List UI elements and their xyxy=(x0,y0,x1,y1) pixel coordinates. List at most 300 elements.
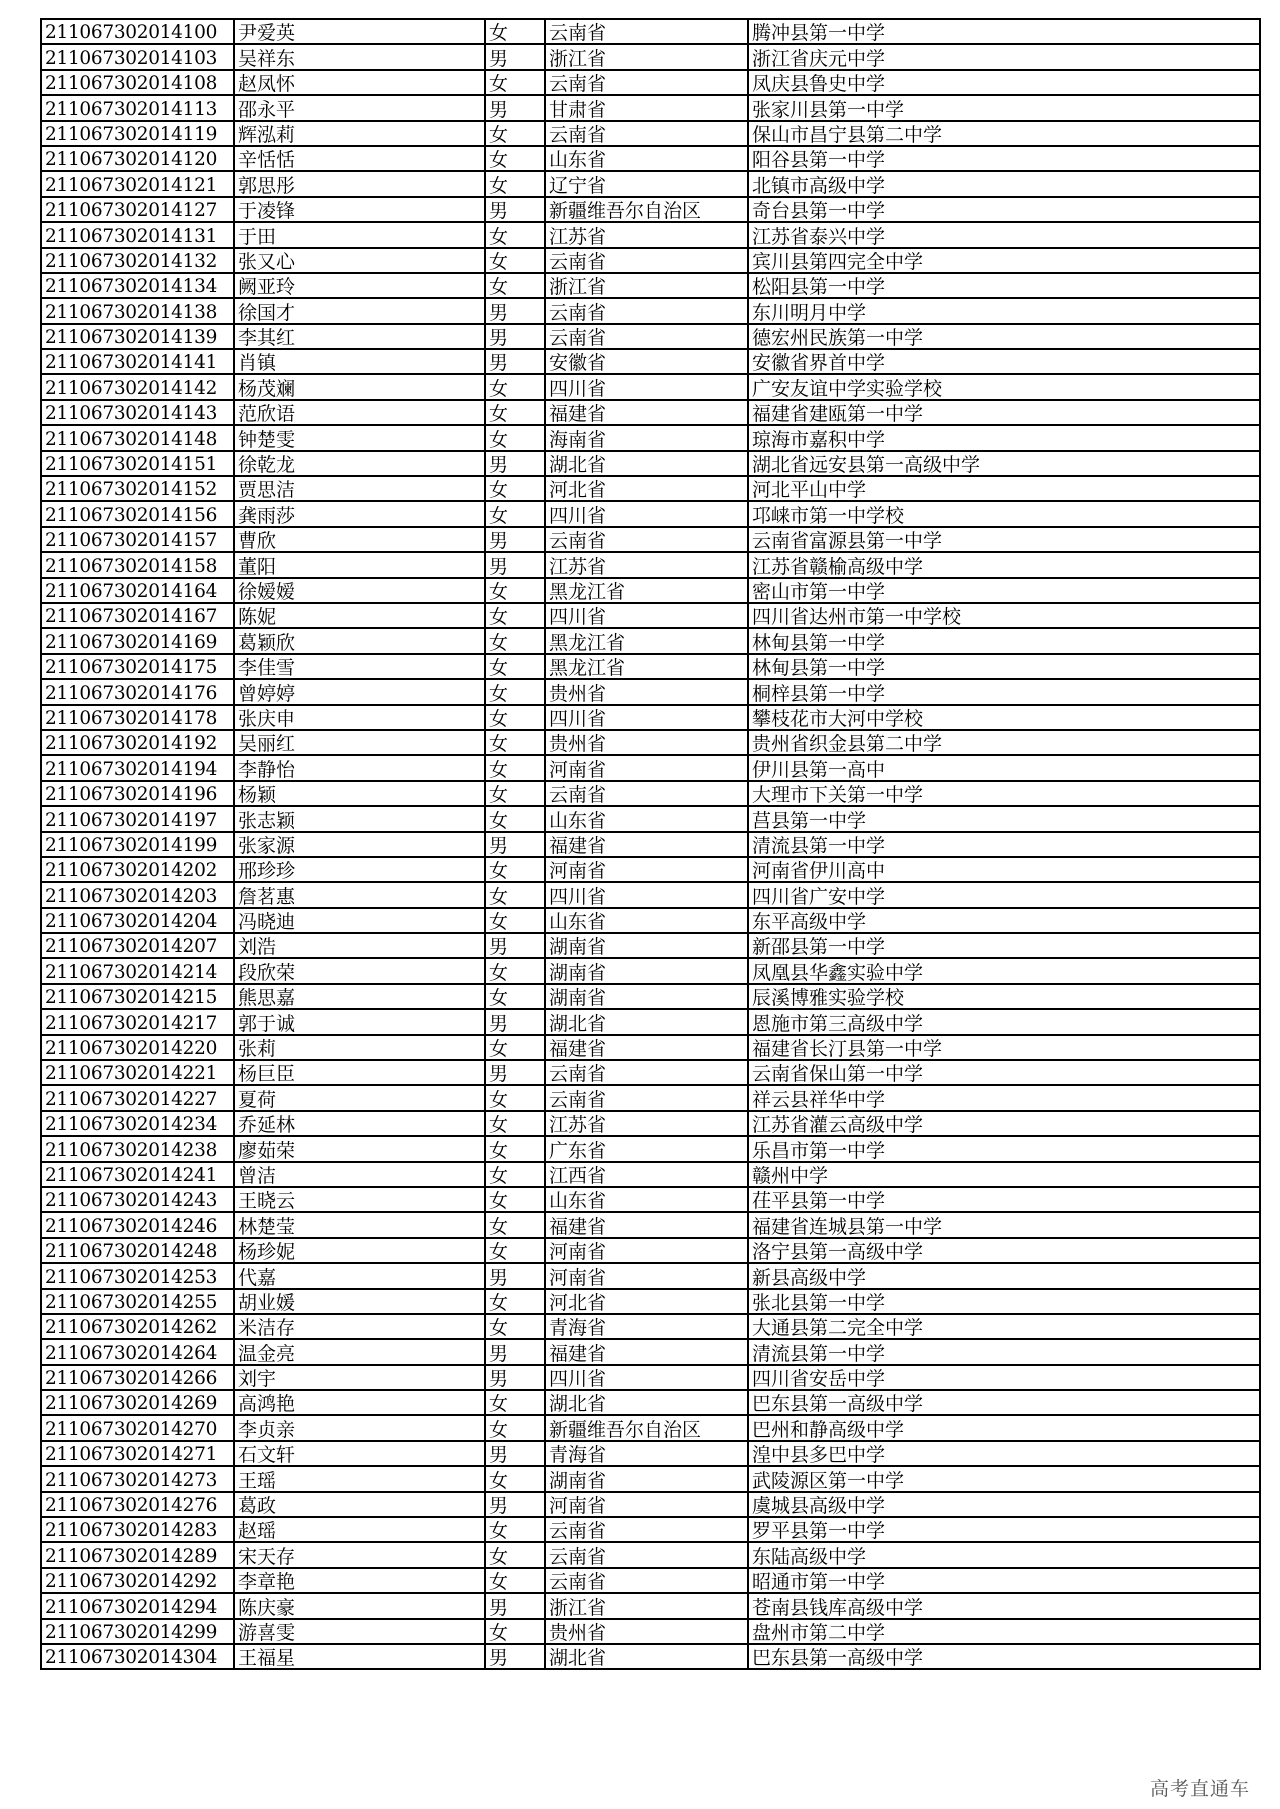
province-cell: 云南省 xyxy=(545,781,748,806)
watermark-text: 高考直通车 xyxy=(1149,1778,1250,1800)
school-cell: 虞城县高级中学 xyxy=(748,1492,1260,1517)
exam-number-cell: 211067302014192 xyxy=(41,730,234,755)
gender-cell: 女 xyxy=(485,628,545,653)
name-cell: 郭思彤 xyxy=(234,171,485,196)
gender-cell: 男 xyxy=(485,1644,545,1669)
gender-cell: 男 xyxy=(485,1365,545,1390)
exam-number-cell: 211067302014164 xyxy=(41,578,234,603)
province-cell: 山东省 xyxy=(545,908,748,933)
school-cell: 云南省富源县第一中学 xyxy=(748,527,1260,552)
name-cell: 刘浩 xyxy=(234,933,485,958)
name-cell: 张志颖 xyxy=(234,806,485,831)
province-cell: 河南省 xyxy=(545,857,748,882)
province-cell: 云南省 xyxy=(545,121,748,146)
table-row xyxy=(41,324,1260,349)
province-cell: 湖北省 xyxy=(545,1644,748,1669)
exam-number-cell: 211067302014178 xyxy=(41,705,234,730)
province-cell: 黑龙江省 xyxy=(545,578,748,603)
school-cell: 四川省达州市第一中学校 xyxy=(748,603,1260,628)
province-cell: 新疆维吾尔自治区 xyxy=(545,1415,748,1440)
school-cell: 林甸县第一中学 xyxy=(748,654,1260,679)
province-cell: 四川省 xyxy=(545,882,748,907)
table-row xyxy=(41,19,1260,44)
exam-number-cell: 211067302014196 xyxy=(41,781,234,806)
province-cell: 湖北省 xyxy=(545,1009,748,1034)
table-row xyxy=(41,1339,1260,1364)
exam-number-cell: 211067302014304 xyxy=(41,1644,234,1669)
exam-number-cell: 211067302014253 xyxy=(41,1263,234,1288)
exam-number-cell: 211067302014255 xyxy=(41,1289,234,1314)
name-cell: 温金亮 xyxy=(234,1339,485,1364)
province-cell: 云南省 xyxy=(545,1517,748,1542)
exam-number-cell: 211067302014203 xyxy=(41,882,234,907)
province-cell: 江苏省 xyxy=(545,222,748,247)
table-row xyxy=(41,400,1260,425)
school-cell: 东平高级中学 xyxy=(748,908,1260,933)
name-cell: 李静怡 xyxy=(234,755,485,780)
gender-cell: 女 xyxy=(485,146,545,171)
name-cell: 李其红 xyxy=(234,324,485,349)
gender-cell: 女 xyxy=(485,1390,545,1415)
table-row xyxy=(41,578,1260,603)
gender-cell: 男 xyxy=(485,1593,545,1618)
table-row xyxy=(41,755,1260,780)
name-cell: 葛颖欣 xyxy=(234,628,485,653)
gender-cell: 女 xyxy=(485,70,545,95)
exam-number-cell: 211067302014119 xyxy=(41,121,234,146)
gender-cell: 女 xyxy=(485,1619,545,1644)
table-row xyxy=(41,628,1260,653)
province-cell: 浙江省 xyxy=(545,1593,748,1618)
school-cell: 腾冲县第一中学 xyxy=(748,19,1260,44)
table-row xyxy=(41,527,1260,552)
name-cell: 廖茹荣 xyxy=(234,1136,485,1161)
name-cell: 冯晓迪 xyxy=(234,908,485,933)
province-cell: 湖南省 xyxy=(545,958,748,983)
exam-number-cell: 211067302014248 xyxy=(41,1238,234,1263)
school-cell: 河北平山中学 xyxy=(748,476,1260,501)
school-cell: 邛崃市第一中学校 xyxy=(748,501,1260,526)
table-row xyxy=(41,95,1260,120)
gender-cell: 男 xyxy=(485,1009,545,1034)
table-row xyxy=(41,1111,1260,1136)
exam-number-cell: 211067302014143 xyxy=(41,400,234,425)
exam-number-cell: 211067302014175 xyxy=(41,654,234,679)
table-row xyxy=(41,1542,1260,1567)
gender-cell: 男 xyxy=(485,349,545,374)
name-cell: 贾思洁 xyxy=(234,476,485,501)
school-cell: 武陵源区第一中学 xyxy=(748,1466,1260,1491)
exam-number-cell: 211067302014169 xyxy=(41,628,234,653)
province-cell: 青海省 xyxy=(545,1441,748,1466)
gender-cell: 女 xyxy=(485,1517,545,1542)
school-cell: 宾川县第四完全中学 xyxy=(748,248,1260,273)
gender-cell: 男 xyxy=(485,1339,545,1364)
gender-cell: 女 xyxy=(485,425,545,450)
exam-number-cell: 211067302014269 xyxy=(41,1390,234,1415)
exam-number-cell: 211067302014215 xyxy=(41,984,234,1009)
table-row xyxy=(41,1162,1260,1187)
table-row xyxy=(41,298,1260,323)
table-row xyxy=(41,1492,1260,1517)
province-cell: 甘肃省 xyxy=(545,95,748,120)
exam-number-cell: 211067302014194 xyxy=(41,755,234,780)
name-cell: 王福星 xyxy=(234,1644,485,1669)
table-row xyxy=(41,1415,1260,1440)
province-cell: 云南省 xyxy=(545,1568,748,1593)
exam-number-cell: 211067302014132 xyxy=(41,248,234,273)
exam-number-cell: 211067302014294 xyxy=(41,1593,234,1618)
table-row xyxy=(41,654,1260,679)
table-row xyxy=(41,171,1260,196)
school-cell: 东川明月中学 xyxy=(748,298,1260,323)
school-cell: 北镇市高级中学 xyxy=(748,171,1260,196)
name-cell: 高鸿艳 xyxy=(234,1390,485,1415)
school-cell: 四川省安岳中学 xyxy=(748,1365,1260,1390)
table-row xyxy=(41,933,1260,958)
name-cell: 曾洁 xyxy=(234,1162,485,1187)
exam-number-cell: 211067302014148 xyxy=(41,425,234,450)
school-cell: 张北县第一中学 xyxy=(748,1289,1260,1314)
gender-cell: 男 xyxy=(485,552,545,577)
school-cell: 广安友谊中学实验学校 xyxy=(748,374,1260,399)
name-cell: 赵凤怀 xyxy=(234,70,485,95)
name-cell: 林楚莹 xyxy=(234,1212,485,1237)
exam-number-cell: 211067302014113 xyxy=(41,95,234,120)
exam-number-cell: 211067302014289 xyxy=(41,1542,234,1567)
exam-number-cell: 211067302014207 xyxy=(41,933,234,958)
gender-cell: 女 xyxy=(485,1238,545,1263)
name-cell: 李贞亲 xyxy=(234,1415,485,1440)
table-row xyxy=(41,984,1260,1009)
school-cell: 恩施市第三高级中学 xyxy=(748,1009,1260,1034)
table-row xyxy=(41,70,1260,95)
gender-cell: 女 xyxy=(485,374,545,399)
gender-cell: 女 xyxy=(485,1568,545,1593)
exam-number-cell: 211067302014276 xyxy=(41,1492,234,1517)
exam-number-cell: 211067302014152 xyxy=(41,476,234,501)
gender-cell: 女 xyxy=(485,400,545,425)
school-cell: 辰溪博雅实验学校 xyxy=(748,984,1260,1009)
school-cell: 新县高级中学 xyxy=(748,1263,1260,1288)
exam-number-cell: 211067302014241 xyxy=(41,1162,234,1187)
exam-number-cell: 211067302014100 xyxy=(41,19,234,44)
table-row xyxy=(41,1035,1260,1060)
gender-cell: 男 xyxy=(485,44,545,69)
name-cell: 游喜雯 xyxy=(234,1619,485,1644)
exam-number-cell: 211067302014243 xyxy=(41,1187,234,1212)
name-cell: 王瑶 xyxy=(234,1466,485,1491)
name-cell: 李佳雪 xyxy=(234,654,485,679)
school-cell: 浙江省庆元中学 xyxy=(748,44,1260,69)
gender-cell: 女 xyxy=(485,1314,545,1339)
school-cell: 新邵县第一中学 xyxy=(748,933,1260,958)
province-cell: 安徽省 xyxy=(545,349,748,374)
name-cell: 郭于诚 xyxy=(234,1009,485,1034)
province-cell: 四川省 xyxy=(545,603,748,628)
gender-cell: 女 xyxy=(485,1187,545,1212)
table-body xyxy=(41,19,1260,1669)
table-row xyxy=(41,1390,1260,1415)
name-cell: 吴丽红 xyxy=(234,730,485,755)
school-cell: 安徽省界首中学 xyxy=(748,349,1260,374)
exam-number-cell: 211067302014158 xyxy=(41,552,234,577)
name-cell: 詹茗惠 xyxy=(234,882,485,907)
exam-number-cell: 211067302014134 xyxy=(41,273,234,298)
exam-number-cell: 211067302014217 xyxy=(41,1009,234,1034)
gender-cell: 男 xyxy=(485,451,545,476)
gender-cell: 女 xyxy=(485,1542,545,1567)
table-row xyxy=(41,501,1260,526)
name-cell: 张庆申 xyxy=(234,705,485,730)
province-cell: 云南省 xyxy=(545,1542,748,1567)
province-cell: 云南省 xyxy=(545,19,748,44)
school-cell: 江苏省泰兴中学 xyxy=(748,222,1260,247)
province-cell: 湖南省 xyxy=(545,1466,748,1491)
gender-cell: 男 xyxy=(485,1492,545,1517)
exam-number-cell: 211067302014141 xyxy=(41,349,234,374)
table-row xyxy=(41,1136,1260,1161)
gender-cell: 女 xyxy=(485,1415,545,1440)
table-row xyxy=(41,1009,1260,1034)
table-row xyxy=(41,1441,1260,1466)
school-cell: 保山市昌宁县第二中学 xyxy=(748,121,1260,146)
name-cell: 米洁存 xyxy=(234,1314,485,1339)
name-cell: 于凌锋 xyxy=(234,197,485,222)
name-cell: 曾婷婷 xyxy=(234,679,485,704)
province-cell: 贵州省 xyxy=(545,679,748,704)
exam-number-cell: 211067302014138 xyxy=(41,298,234,323)
exam-number-cell: 211067302014273 xyxy=(41,1466,234,1491)
province-cell: 河南省 xyxy=(545,1492,748,1517)
gender-cell: 女 xyxy=(485,222,545,247)
exam-number-cell: 211067302014197 xyxy=(41,806,234,831)
table-row xyxy=(41,248,1260,273)
province-cell: 青海省 xyxy=(545,1314,748,1339)
exam-number-cell: 211067302014238 xyxy=(41,1136,234,1161)
table-row xyxy=(41,1212,1260,1237)
name-cell: 徐嫒嫒 xyxy=(234,578,485,603)
name-cell: 胡业媛 xyxy=(234,1289,485,1314)
province-cell: 广东省 xyxy=(545,1136,748,1161)
table-row xyxy=(41,1365,1260,1390)
exam-number-cell: 211067302014108 xyxy=(41,70,234,95)
name-cell: 邢珍珍 xyxy=(234,857,485,882)
gender-cell: 女 xyxy=(485,1162,545,1187)
gender-cell: 女 xyxy=(485,1035,545,1060)
gender-cell: 男 xyxy=(485,1441,545,1466)
province-cell: 江苏省 xyxy=(545,1111,748,1136)
table-row xyxy=(41,349,1260,374)
school-cell: 张家川县第一中学 xyxy=(748,95,1260,120)
school-cell: 福建省长汀县第一中学 xyxy=(748,1035,1260,1060)
gender-cell: 女 xyxy=(485,857,545,882)
exam-number-cell: 211067302014139 xyxy=(41,324,234,349)
name-cell: 邵永平 xyxy=(234,95,485,120)
exam-number-cell: 211067302014299 xyxy=(41,1619,234,1644)
gender-cell: 女 xyxy=(485,501,545,526)
name-cell: 张又心 xyxy=(234,248,485,273)
province-cell: 湖南省 xyxy=(545,984,748,1009)
name-cell: 李章艳 xyxy=(234,1568,485,1593)
exam-number-cell: 211067302014120 xyxy=(41,146,234,171)
province-cell: 云南省 xyxy=(545,70,748,95)
exam-number-cell: 211067302014220 xyxy=(41,1035,234,1060)
table-row xyxy=(41,730,1260,755)
province-cell: 湖北省 xyxy=(545,1390,748,1415)
school-cell: 巴东县第一高级中学 xyxy=(748,1390,1260,1415)
name-cell: 王晓云 xyxy=(234,1187,485,1212)
exam-number-cell: 211067302014271 xyxy=(41,1441,234,1466)
school-cell: 巴州和静高级中学 xyxy=(748,1415,1260,1440)
province-cell: 河南省 xyxy=(545,1238,748,1263)
province-cell: 贵州省 xyxy=(545,1619,748,1644)
student-table xyxy=(40,18,1261,1670)
name-cell: 葛政 xyxy=(234,1492,485,1517)
name-cell: 辉泓莉 xyxy=(234,121,485,146)
school-cell: 莒县第一中学 xyxy=(748,806,1260,831)
school-cell: 苍南县钱库高级中学 xyxy=(748,1593,1260,1618)
province-cell: 云南省 xyxy=(545,1085,748,1110)
province-cell: 福建省 xyxy=(545,1339,748,1364)
gender-cell: 女 xyxy=(485,679,545,704)
name-cell: 于田 xyxy=(234,222,485,247)
school-cell: 四川省广安中学 xyxy=(748,882,1260,907)
school-cell: 清流县第一中学 xyxy=(748,1339,1260,1364)
name-cell: 张莉 xyxy=(234,1035,485,1060)
gender-cell: 女 xyxy=(485,1466,545,1491)
province-cell: 云南省 xyxy=(545,248,748,273)
province-cell: 湖北省 xyxy=(545,451,748,476)
school-cell: 伊川县第一高中 xyxy=(748,755,1260,780)
exam-number-cell: 211067302014199 xyxy=(41,832,234,857)
exam-number-cell: 211067302014127 xyxy=(41,197,234,222)
name-cell: 石文轩 xyxy=(234,1441,485,1466)
name-cell: 夏荷 xyxy=(234,1085,485,1110)
exam-number-cell: 211067302014202 xyxy=(41,857,234,882)
table-row xyxy=(41,1619,1260,1644)
gender-cell: 女 xyxy=(485,19,545,44)
name-cell: 吴祥东 xyxy=(234,44,485,69)
exam-number-cell: 211067302014266 xyxy=(41,1365,234,1390)
gender-cell: 男 xyxy=(485,527,545,552)
name-cell: 杨颖 xyxy=(234,781,485,806)
table-row xyxy=(41,1466,1260,1491)
name-cell: 杨巨臣 xyxy=(234,1060,485,1085)
name-cell: 熊思嘉 xyxy=(234,984,485,1009)
province-cell: 山东省 xyxy=(545,806,748,831)
name-cell: 张家源 xyxy=(234,832,485,857)
exam-number-cell: 211067302014142 xyxy=(41,374,234,399)
school-cell: 河南省伊川高中 xyxy=(748,857,1260,882)
province-cell: 新疆维吾尔自治区 xyxy=(545,197,748,222)
exam-number-cell: 211067302014221 xyxy=(41,1060,234,1085)
gender-cell: 男 xyxy=(485,324,545,349)
table-row xyxy=(41,1085,1260,1110)
exam-number-cell: 211067302014227 xyxy=(41,1085,234,1110)
exam-number-cell: 211067302014157 xyxy=(41,527,234,552)
gender-cell: 男 xyxy=(485,197,545,222)
gender-cell: 女 xyxy=(485,908,545,933)
province-cell: 四川省 xyxy=(545,1365,748,1390)
table-row xyxy=(41,781,1260,806)
gender-cell: 男 xyxy=(485,1060,545,1085)
school-cell: 攀枝花市大河中学校 xyxy=(748,705,1260,730)
school-cell: 洛宁县第一高级中学 xyxy=(748,1238,1260,1263)
school-cell: 密山市第一中学 xyxy=(748,578,1260,603)
province-cell: 四川省 xyxy=(545,705,748,730)
table-row xyxy=(41,1187,1260,1212)
name-cell: 辛恬恬 xyxy=(234,146,485,171)
table-row xyxy=(41,451,1260,476)
province-cell: 云南省 xyxy=(545,324,748,349)
exam-number-cell: 211067302014246 xyxy=(41,1212,234,1237)
gender-cell: 男 xyxy=(485,95,545,120)
table-row xyxy=(41,679,1260,704)
province-cell: 浙江省 xyxy=(545,44,748,69)
school-cell: 乐昌市第一中学 xyxy=(748,1136,1260,1161)
gender-cell: 女 xyxy=(485,958,545,983)
province-cell: 四川省 xyxy=(545,374,748,399)
table-row xyxy=(41,273,1260,298)
table-row xyxy=(41,121,1260,146)
gender-cell: 女 xyxy=(485,1289,545,1314)
name-cell: 刘宇 xyxy=(234,1365,485,1390)
name-cell: 阙亚玲 xyxy=(234,273,485,298)
exam-number-cell: 211067302014283 xyxy=(41,1517,234,1542)
table-row xyxy=(41,222,1260,247)
gender-cell: 男 xyxy=(485,832,545,857)
school-cell: 奇台县第一中学 xyxy=(748,197,1260,222)
gender-cell: 女 xyxy=(485,1136,545,1161)
exam-number-cell: 211067302014156 xyxy=(41,501,234,526)
exam-number-cell: 211067302014103 xyxy=(41,44,234,69)
name-cell: 徐乾龙 xyxy=(234,451,485,476)
gender-cell: 女 xyxy=(485,603,545,628)
province-cell: 河北省 xyxy=(545,1289,748,1314)
exam-number-cell: 211067302014234 xyxy=(41,1111,234,1136)
table-row xyxy=(41,44,1260,69)
school-cell: 湖北省远安县第一高级中学 xyxy=(748,451,1260,476)
province-cell: 贵州省 xyxy=(545,730,748,755)
province-cell: 浙江省 xyxy=(545,273,748,298)
school-cell: 江苏省灌云高级中学 xyxy=(748,1111,1260,1136)
table-row xyxy=(41,882,1260,907)
school-cell: 江苏省赣榆高级中学 xyxy=(748,552,1260,577)
table-row xyxy=(41,1568,1260,1593)
school-cell: 茌平县第一中学 xyxy=(748,1187,1260,1212)
table-row xyxy=(41,1644,1260,1669)
name-cell: 陈庆豪 xyxy=(234,1593,485,1618)
province-cell: 黑龙江省 xyxy=(545,628,748,653)
name-cell: 宋天存 xyxy=(234,1542,485,1567)
school-cell: 盘州市第二中学 xyxy=(748,1619,1260,1644)
school-cell: 昭通市第一中学 xyxy=(748,1568,1260,1593)
school-cell: 福建省建瓯第一中学 xyxy=(748,400,1260,425)
school-cell: 东陆高级中学 xyxy=(748,1542,1260,1567)
exam-number-cell: 211067302014270 xyxy=(41,1415,234,1440)
gender-cell: 女 xyxy=(485,781,545,806)
name-cell: 范欣语 xyxy=(234,400,485,425)
school-cell: 湟中县多巴中学 xyxy=(748,1441,1260,1466)
gender-cell: 男 xyxy=(485,933,545,958)
school-cell: 云南省保山第一中学 xyxy=(748,1060,1260,1085)
gender-cell: 女 xyxy=(485,1212,545,1237)
table-row xyxy=(41,146,1260,171)
name-cell: 董阳 xyxy=(234,552,485,577)
province-cell: 福建省 xyxy=(545,1035,748,1060)
province-cell: 江西省 xyxy=(545,1162,748,1187)
